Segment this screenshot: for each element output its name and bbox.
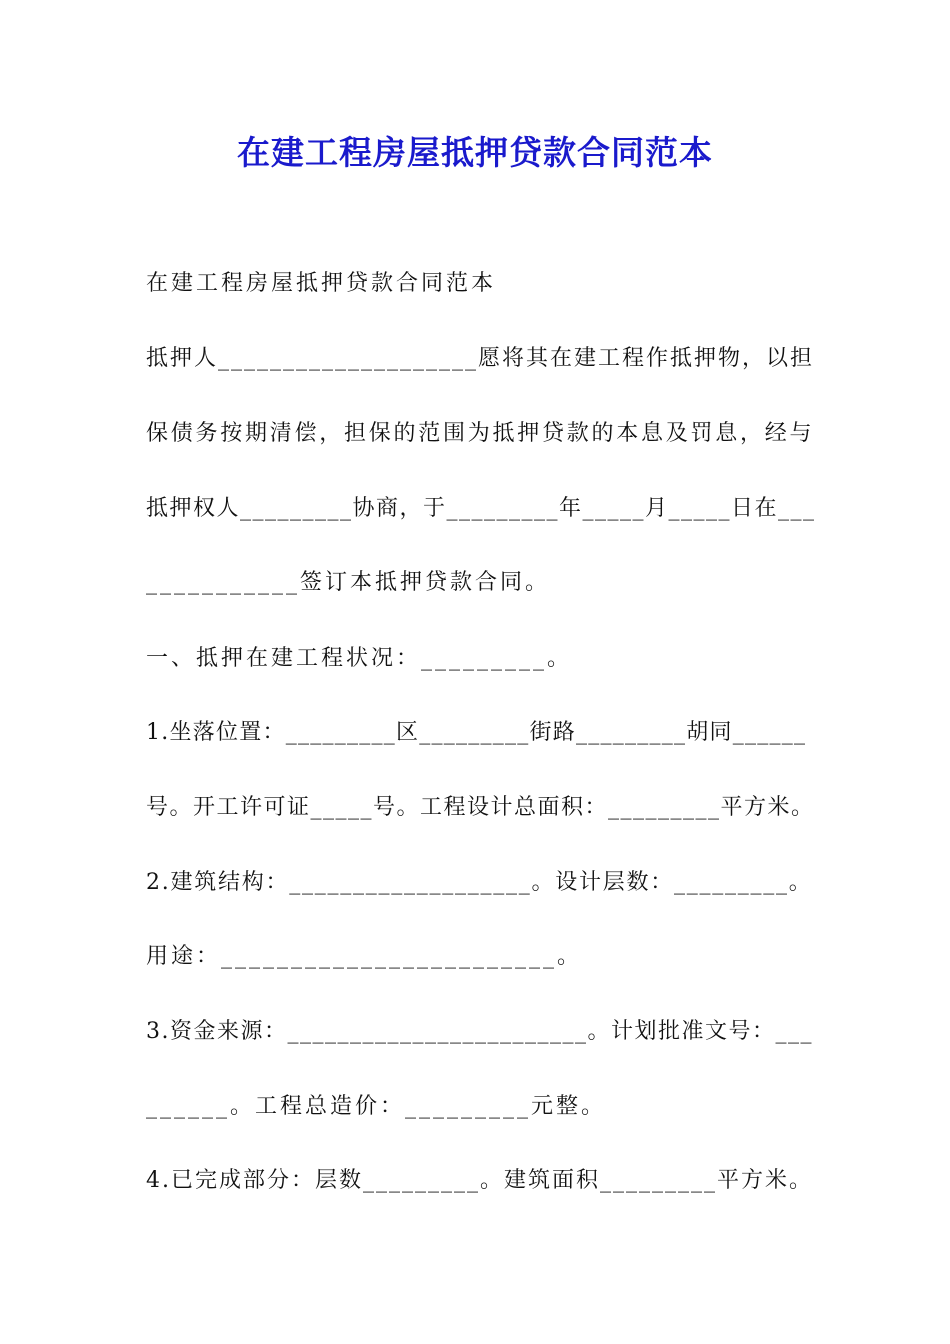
text-line-total-cost: ______。工程总造价：_________元整。 [146,1094,607,1119]
text-line-subtitle: 在建工程房屋抵押贷款合同范本 [146,271,497,296]
document-title: 在建工程房屋抵押贷款合同范本 [237,133,713,172]
text-line-section-one: 一、抵押在建工程状况：_________。 [146,646,573,671]
text-line-structure: 2.建筑结构：___________________。设计层数：_________。 [146,870,813,895]
text-line-sign-contract: ___________签订本抵押贷款合同。 [146,570,551,595]
text-line-usage: 用途：________________________。 [146,944,583,969]
text-line-mortgagee-date: 抵押权人_________协商，于_________年_____月_____日在___ [146,496,816,521]
text-line-guarantee-scope: 保债务按期清偿，担保的范围为抵押贷款的本息及罚息，经与 [146,421,815,446]
text-line-location: 1.坐落位置：_________区_________街路_________胡同______ [146,720,807,745]
text-line-funding: 3.资金来源：________________________。计划批准文号：___ [146,1019,813,1044]
text-line-mortgagor: 抵押人____________________愿将其在建工程作抵押物，以担 [146,346,815,371]
text-line-permit-area: 号。开工许可证_____号。工程设计总面积：_________平方米。 [146,795,815,820]
text-line-completed: 4.已完成部分：层数_________。建筑面积_________平方米。 [146,1168,813,1193]
